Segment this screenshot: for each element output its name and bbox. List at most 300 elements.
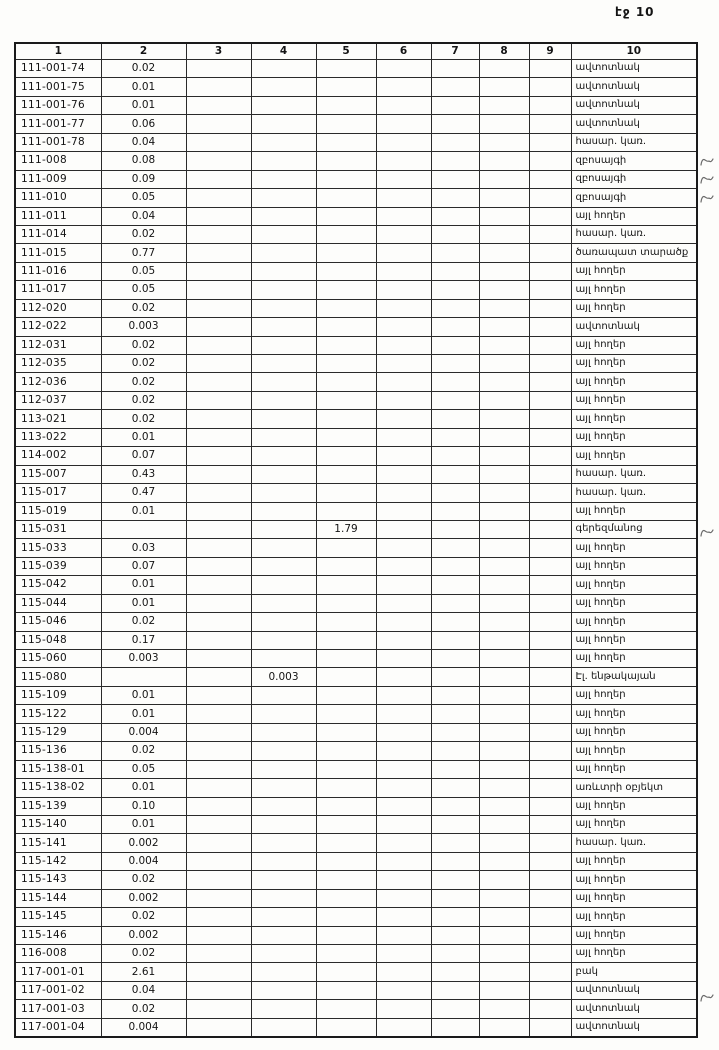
cell [479, 557, 529, 575]
cell [479, 945, 529, 963]
cell [376, 1000, 431, 1018]
cell [251, 244, 316, 262]
handwritten-margin-mark [699, 191, 715, 204]
cell [529, 1018, 571, 1037]
cell [376, 686, 431, 704]
cell: 0.04 [101, 981, 186, 999]
cell [186, 484, 251, 502]
table-row [15, 133, 697, 151]
cell [251, 225, 316, 243]
cell [376, 668, 431, 686]
cell [376, 244, 431, 262]
cell: այլ հողեր [571, 852, 697, 870]
table-row [15, 373, 697, 391]
cell [251, 908, 316, 926]
cell [316, 428, 376, 446]
cell [479, 96, 529, 114]
cell: 115-019 [15, 502, 101, 520]
cell: 0.004 [101, 1018, 186, 1037]
cell [431, 96, 479, 114]
cell: այլ հողեր [571, 447, 697, 465]
cell: 115-143 [15, 871, 101, 889]
cell [431, 318, 479, 336]
cell: 111-008 [15, 152, 101, 170]
cell [251, 115, 316, 133]
table-row [15, 871, 697, 889]
table-row [15, 170, 697, 188]
cell [316, 963, 376, 981]
cell [186, 520, 251, 538]
cell: 0.004 [101, 852, 186, 870]
cell [529, 299, 571, 317]
cell: 111-011 [15, 207, 101, 225]
cell [316, 299, 376, 317]
cell: այլ հողեր [571, 410, 697, 428]
cell: 0.02 [101, 1000, 186, 1018]
cell [479, 78, 529, 96]
cell: 0.07 [101, 447, 186, 465]
cell [529, 705, 571, 723]
cell [316, 133, 376, 151]
cell [431, 1018, 479, 1037]
cell [529, 723, 571, 741]
cell [316, 189, 376, 207]
cell [186, 650, 251, 668]
cell [376, 908, 431, 926]
cell [529, 981, 571, 999]
cell: 0.07 [101, 557, 186, 575]
cell [431, 484, 479, 502]
cell [186, 244, 251, 262]
cell [431, 170, 479, 188]
cell [529, 115, 571, 133]
cell [316, 742, 376, 760]
cell [316, 318, 376, 336]
cell [431, 779, 479, 797]
cell [529, 889, 571, 907]
cell: 0.02 [101, 742, 186, 760]
cell [251, 428, 316, 446]
cell [251, 539, 316, 557]
cell [186, 410, 251, 428]
cell [316, 613, 376, 631]
cell: 113-022 [15, 428, 101, 446]
cell [251, 852, 316, 870]
column-header: 6 [376, 43, 431, 60]
cell [431, 650, 479, 668]
cell: 0.01 [101, 815, 186, 833]
cell [479, 225, 529, 243]
header-row [15, 43, 697, 60]
cell: 111-001-75 [15, 78, 101, 96]
cell [479, 133, 529, 151]
table-row [15, 96, 697, 114]
cell: այլ հողեր [571, 539, 697, 557]
cell: 115-136 [15, 742, 101, 760]
cell [529, 428, 571, 446]
cell [431, 963, 479, 981]
cell: 115-129 [15, 723, 101, 741]
cell [479, 539, 529, 557]
cell [479, 889, 529, 907]
cell [529, 189, 571, 207]
cell: 0.02 [101, 613, 186, 631]
cell [186, 299, 251, 317]
cell [186, 189, 251, 207]
cell [376, 78, 431, 96]
cell [529, 355, 571, 373]
table-row [15, 520, 697, 538]
cell: հասար. կառ. [571, 484, 697, 502]
cell [431, 207, 479, 225]
cell [529, 484, 571, 502]
cell [376, 207, 431, 225]
cell [251, 318, 316, 336]
cell: 115-145 [15, 908, 101, 926]
cell [316, 355, 376, 373]
cell [186, 207, 251, 225]
cell [376, 871, 431, 889]
cell [529, 410, 571, 428]
cell: 111-001-76 [15, 96, 101, 114]
cell: 111-017 [15, 281, 101, 299]
table-row [15, 391, 697, 409]
cell: 2.61 [101, 963, 186, 981]
cell: այլ հողեր [571, 299, 697, 317]
cell [431, 945, 479, 963]
cell: այլ հողեր [571, 428, 697, 446]
cell [186, 723, 251, 741]
cell [376, 539, 431, 557]
handwritten-margin-mark [699, 172, 715, 185]
cell [376, 502, 431, 520]
cell: 0.01 [101, 594, 186, 612]
table-row [15, 465, 697, 483]
cell [479, 631, 529, 649]
cell: 0.09 [101, 170, 186, 188]
cell: 115-146 [15, 926, 101, 944]
cell [479, 779, 529, 797]
cell [529, 281, 571, 299]
cell [316, 723, 376, 741]
cell [479, 281, 529, 299]
cell: 0.05 [101, 262, 186, 280]
cell [479, 650, 529, 668]
cell: 0.04 [101, 133, 186, 151]
cell: այլ հողեր [571, 207, 697, 225]
cell: այլ հողեր [571, 594, 697, 612]
table-row [15, 650, 697, 668]
cell [479, 926, 529, 944]
table-body [15, 60, 697, 1038]
cell: 115-141 [15, 834, 101, 852]
cell [251, 447, 316, 465]
cell: 112-022 [15, 318, 101, 336]
cell [479, 815, 529, 833]
cell: 0.77 [101, 244, 186, 262]
cell [186, 428, 251, 446]
cell [376, 613, 431, 631]
cell [529, 594, 571, 612]
cell [529, 668, 571, 686]
cell [376, 650, 431, 668]
cell [431, 797, 479, 815]
cell [251, 889, 316, 907]
cell: 112-036 [15, 373, 101, 391]
cell [529, 520, 571, 538]
cell [376, 152, 431, 170]
cell [479, 963, 529, 981]
cell [479, 355, 529, 373]
cell [479, 742, 529, 760]
cell: այլ հողեր [571, 336, 697, 354]
cell [316, 908, 376, 926]
cell [479, 60, 529, 78]
cell [431, 465, 479, 483]
cell [431, 815, 479, 833]
cell: 1.79 [316, 520, 376, 538]
cell [529, 391, 571, 409]
table-row [15, 963, 697, 981]
cell: այլ հողեր [571, 281, 697, 299]
table-row [15, 410, 697, 428]
cell: զբոսայգի [571, 170, 697, 188]
handwritten-margin-mark [699, 154, 715, 167]
cell [479, 760, 529, 778]
cell [251, 1018, 316, 1037]
cell: 115-007 [15, 465, 101, 483]
cell [529, 908, 571, 926]
cell: 0.002 [101, 889, 186, 907]
cell: այլ հողեր [571, 557, 697, 575]
cell [376, 631, 431, 649]
column-header: 5 [316, 43, 376, 60]
cell: ավտոտնակ [571, 60, 697, 78]
cell [186, 1000, 251, 1018]
cell: 111-001-77 [15, 115, 101, 133]
cell [376, 576, 431, 594]
cell [529, 650, 571, 668]
cell [529, 96, 571, 114]
cell [431, 852, 479, 870]
cell [186, 779, 251, 797]
cell: 114-002 [15, 447, 101, 465]
table-row [15, 318, 697, 336]
cell [479, 447, 529, 465]
cell [529, 336, 571, 354]
cell [186, 557, 251, 575]
cell [316, 686, 376, 704]
cell: հասար. կառ. [571, 133, 697, 151]
cell [529, 244, 571, 262]
cell: 111-001-74 [15, 60, 101, 78]
cell: 111-016 [15, 262, 101, 280]
cell: հասար. կառ. [571, 834, 697, 852]
table-row [15, 152, 697, 170]
cell [251, 723, 316, 741]
cell [186, 465, 251, 483]
cell [529, 576, 571, 594]
cell [431, 189, 479, 207]
cell [431, 834, 479, 852]
cell [376, 391, 431, 409]
cell: այլ հողեր [571, 650, 697, 668]
cell [251, 834, 316, 852]
cell [186, 871, 251, 889]
cell: 0.17 [101, 631, 186, 649]
cell [251, 631, 316, 649]
column-header: 7 [431, 43, 479, 60]
cell: ավտոտնակ [571, 1000, 697, 1018]
cell [251, 355, 316, 373]
cell [479, 705, 529, 723]
cell [251, 262, 316, 280]
cell [529, 945, 571, 963]
cell: այլ հողեր [571, 945, 697, 963]
cell: ավտոտնակ [571, 78, 697, 96]
cell [251, 871, 316, 889]
table-row [15, 189, 697, 207]
cell: 0.01 [101, 78, 186, 96]
cell [431, 133, 479, 151]
cell [376, 428, 431, 446]
cell [479, 170, 529, 188]
cell [479, 152, 529, 170]
cell: 117-001-01 [15, 963, 101, 981]
cell [101, 668, 186, 686]
cell [316, 834, 376, 852]
cell [376, 447, 431, 465]
cell [529, 760, 571, 778]
cell [251, 945, 316, 963]
cell [431, 613, 479, 631]
cell [316, 668, 376, 686]
table-row [15, 262, 697, 280]
cell [316, 779, 376, 797]
cell [479, 576, 529, 594]
cell: 115-039 [15, 557, 101, 575]
table-header [15, 43, 697, 60]
cell [251, 391, 316, 409]
cell: զբոսայգի [571, 189, 697, 207]
cell [431, 668, 479, 686]
cell: 0.01 [101, 686, 186, 704]
cell [186, 760, 251, 778]
cell: 0.10 [101, 797, 186, 815]
table-row [15, 60, 697, 78]
cell: առևտրի օբյեկտ [571, 779, 697, 797]
cell [316, 945, 376, 963]
cell: այլ հողեր [571, 908, 697, 926]
cell [431, 981, 479, 999]
cell [376, 410, 431, 428]
cell: 115-139 [15, 797, 101, 815]
cell [186, 576, 251, 594]
cell: այլ հողեր [571, 262, 697, 280]
cell: 0.02 [101, 355, 186, 373]
cell [376, 852, 431, 870]
cell [479, 189, 529, 207]
cell: 115-109 [15, 686, 101, 704]
cell [431, 557, 479, 575]
cell [316, 152, 376, 170]
cell: 0.003 [101, 650, 186, 668]
cell: այլ հողեր [571, 576, 697, 594]
cell [431, 926, 479, 944]
table-row [15, 576, 697, 594]
cell [316, 115, 376, 133]
table-row [15, 797, 697, 815]
cell [431, 410, 479, 428]
cell [479, 1018, 529, 1037]
cell: 113-021 [15, 410, 101, 428]
cell [431, 539, 479, 557]
cell: 111-010 [15, 189, 101, 207]
cell [316, 502, 376, 520]
cell [251, 96, 316, 114]
cell [186, 852, 251, 870]
cell [376, 963, 431, 981]
cell: 115-048 [15, 631, 101, 649]
cell [431, 262, 479, 280]
cell [251, 373, 316, 391]
cell [479, 244, 529, 262]
table-row [15, 225, 697, 243]
cell: 0.02 [101, 225, 186, 243]
cell [376, 779, 431, 797]
cell [316, 852, 376, 870]
cell [529, 373, 571, 391]
cell [376, 96, 431, 114]
table-row [15, 926, 697, 944]
cell [251, 299, 316, 317]
cell [186, 631, 251, 649]
cell [529, 1000, 571, 1018]
cell [431, 686, 479, 704]
cell: այլ հողեր [571, 815, 697, 833]
cell [186, 281, 251, 299]
cell [529, 465, 571, 483]
cell [529, 797, 571, 815]
table-row [15, 815, 697, 833]
cell [376, 834, 431, 852]
cell [316, 225, 376, 243]
cell: 0.01 [101, 705, 186, 723]
cell [431, 631, 479, 649]
table-row [15, 1000, 697, 1018]
cell [186, 96, 251, 114]
cell [431, 373, 479, 391]
cell [431, 78, 479, 96]
cell [529, 686, 571, 704]
cell [186, 908, 251, 926]
cell [251, 465, 316, 483]
cell [529, 926, 571, 944]
table-row [15, 281, 697, 299]
cell [479, 484, 529, 502]
cell [316, 170, 376, 188]
cell: ավտոտնակ [571, 318, 697, 336]
cell [186, 115, 251, 133]
cell [529, 852, 571, 870]
cell [431, 594, 479, 612]
cell [376, 760, 431, 778]
cell [186, 834, 251, 852]
cell [251, 650, 316, 668]
cell: հասար. կառ. [571, 465, 697, 483]
cell [316, 1000, 376, 1018]
cell: 0.01 [101, 576, 186, 594]
